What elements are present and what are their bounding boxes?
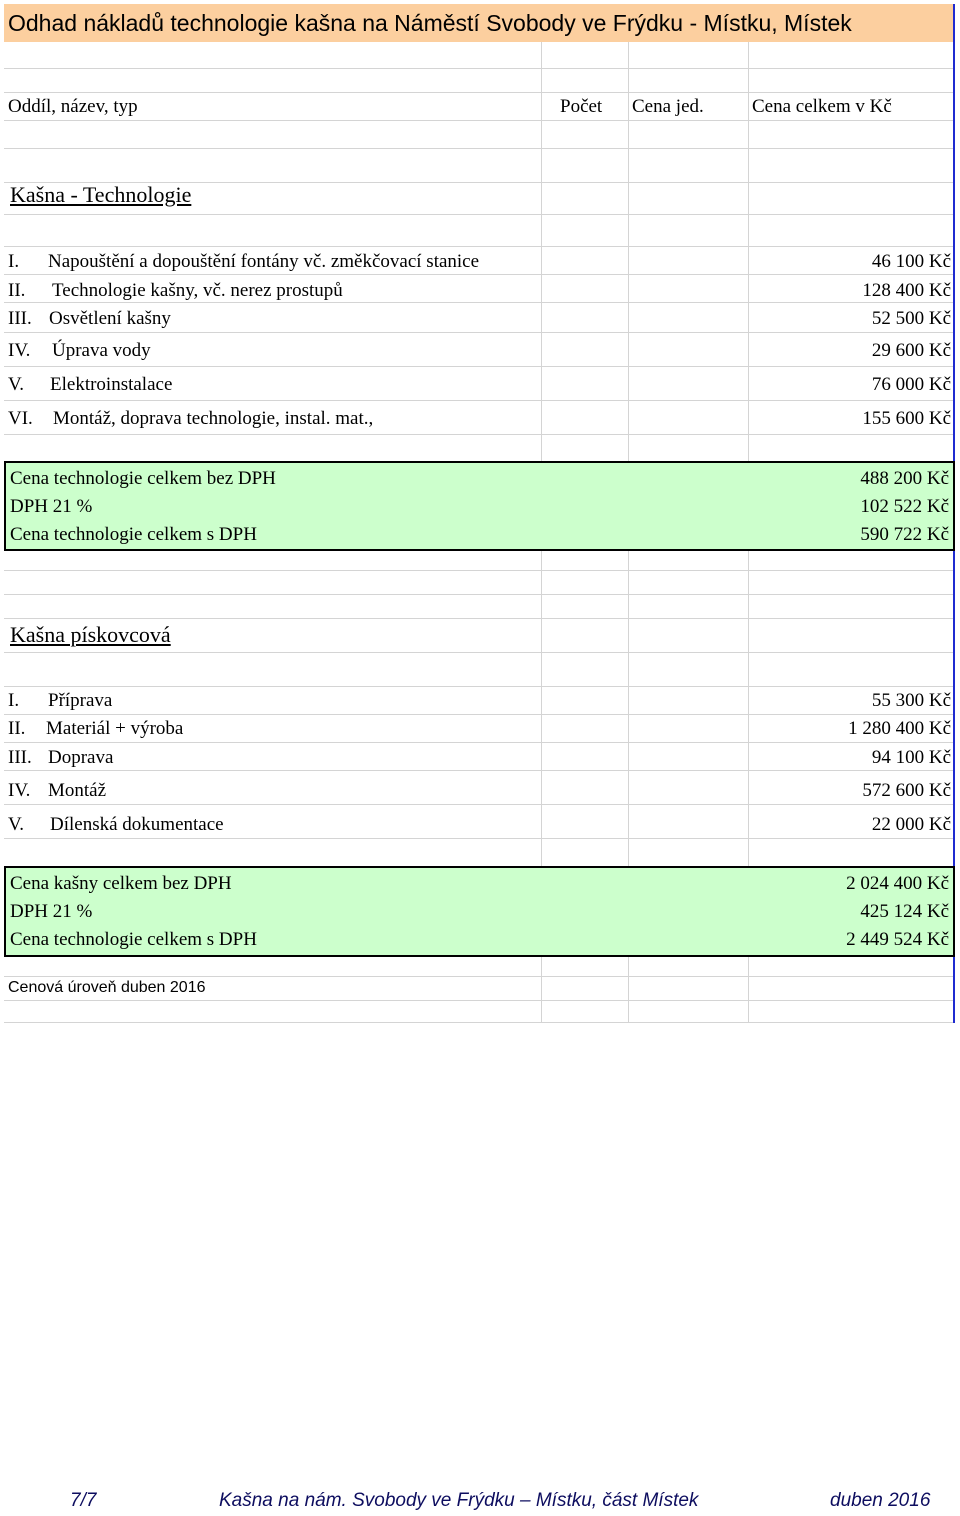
summary-label: DPH 21 % [10, 901, 93, 922]
item-total: 128 400 Kč [862, 280, 951, 301]
item-total: 22 000 Kč [871, 814, 951, 835]
footer-date: duben 2016 [830, 1490, 931, 1511]
grid-line [4, 770, 955, 771]
grid-line [4, 274, 955, 275]
grid-line [4, 742, 955, 743]
item-number: I. [8, 690, 20, 711]
grid-line [4, 594, 955, 595]
summary-label: Cena technologie celkem bez DPH [10, 468, 276, 489]
grid-line [4, 332, 955, 333]
summary-row [10, 926, 949, 954]
grid-line [4, 686, 955, 687]
item-total: 76 000 Kč [871, 374, 951, 395]
item-number: II. [8, 718, 26, 739]
item-number: VI. [8, 408, 33, 429]
page-footer [0, 1490, 960, 1514]
item-total: 52 500 Kč [871, 308, 951, 329]
item-label: Technologie kašny, vč. nerez prostupů [52, 280, 343, 301]
item-number: V. [8, 814, 25, 835]
item-label: Montáž, doprava technologie, instal. mat., [53, 408, 374, 429]
item-total: 572 600 Kč [862, 780, 951, 801]
item-label: Montáž [48, 780, 107, 801]
item-total: 1 280 400 Kč [848, 718, 951, 739]
item-total: 155 600 Kč [862, 408, 951, 429]
summary-value: 488 200 Kč [860, 468, 949, 489]
section-heading: Kašna - Technologie [10, 182, 192, 207]
summary-row [10, 870, 949, 898]
item-number: IV. [8, 340, 31, 361]
summary-row [10, 898, 949, 926]
summary-value: 2 024 400 Kč [846, 873, 949, 894]
grid-line [4, 148, 955, 149]
summary-row [10, 521, 949, 549]
grid-line [4, 714, 955, 715]
summary-box [4, 866, 955, 957]
item-number: IV. [8, 780, 31, 801]
item-label: Osvětlení kašny [49, 308, 171, 329]
summary-label: Cena technologie celkem s DPH [10, 929, 257, 950]
grid-line [4, 434, 955, 435]
price-level-note: Cenová úroveň duben 2016 [8, 979, 206, 996]
spreadsheet [4, 4, 955, 1023]
grid-line [4, 246, 955, 247]
summary-box [4, 461, 955, 551]
summary-row [10, 465, 949, 493]
grid-line [4, 120, 955, 121]
summary-row [10, 493, 949, 521]
grid-line [4, 570, 955, 571]
item-number: III. [8, 308, 32, 329]
item-label: Dílenská dokumentace [50, 814, 224, 835]
item-label: Doprava [48, 747, 114, 768]
grid-line [4, 1022, 955, 1023]
grid-line [4, 400, 955, 401]
grid-line [4, 68, 955, 69]
grid-line [4, 618, 955, 619]
grid-line [4, 804, 955, 805]
item-total: 94 100 Kč [871, 747, 951, 768]
item-total: 46 100 Kč [871, 251, 951, 272]
page-number: 7/7 [70, 1490, 97, 1511]
document-title: Odhad nákladů technologie kašna na Náměstí Svobody ve Frýdku - Místku, Místek [4, 4, 955, 42]
summary-value: 425 124 Kč [860, 901, 949, 922]
item-number: II. [8, 280, 26, 301]
item-label: Úprava vody [52, 340, 151, 361]
grid-line [4, 92, 955, 93]
item-number: I. [8, 251, 20, 272]
section-heading: Kašna pískovcová [10, 622, 171, 647]
header-count: Počet [560, 96, 603, 117]
summary-label: Cena technologie celkem s DPH [10, 524, 257, 545]
item-number: III. [8, 747, 32, 768]
grid-line [4, 1000, 955, 1001]
item-label: Materiál + výroba [46, 718, 184, 739]
item-total: 55 300 Kč [871, 690, 951, 711]
grid-line [4, 366, 955, 367]
summary-label: DPH 21 % [10, 496, 93, 517]
item-total: 29 600 Kč [871, 340, 951, 361]
header-total: Cena celkem v Kč [752, 96, 892, 117]
summary-label: Cena kašny celkem bez DPH [10, 873, 232, 894]
header-name: Oddíl, název, typ [8, 96, 138, 117]
item-label: Elektroinstalace [50, 374, 173, 395]
summary-value: 102 522 Kč [860, 496, 949, 517]
summary-value: 590 722 Kč [860, 524, 949, 545]
grid-line [4, 652, 955, 653]
summary-value: 2 449 524 Kč [846, 929, 949, 950]
grid-line [4, 976, 955, 977]
item-label: Napouštění a dopouštění fontány vč. změkčovací stanice [48, 251, 480, 272]
grid-line [4, 214, 955, 215]
footer-document-name: Kašna na nám. Svobody ve Frýdku – Místku, část Místek [219, 1490, 699, 1511]
item-number: V. [8, 374, 25, 395]
grid-line [4, 838, 955, 839]
item-label: Příprava [48, 690, 113, 711]
header-unit-price: Cena jed. [632, 96, 704, 117]
